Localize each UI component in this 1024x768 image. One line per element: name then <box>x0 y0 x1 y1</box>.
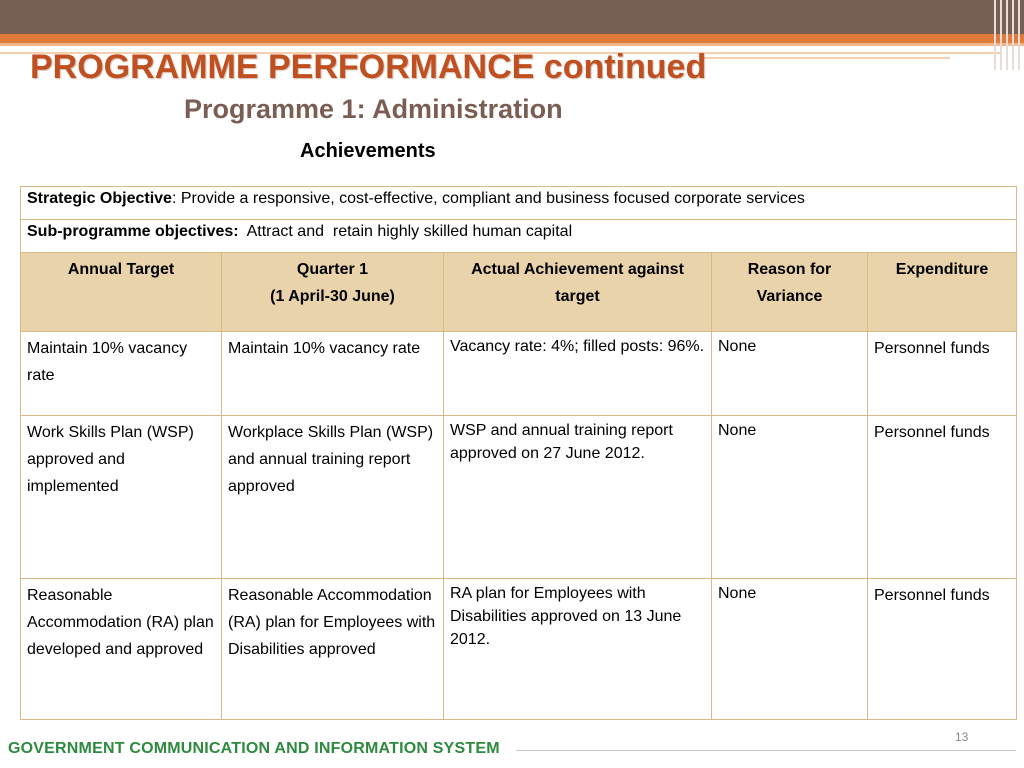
cell-reason: None <box>712 416 868 579</box>
corner-stripes <box>990 0 1024 70</box>
sub-programme-text: Attract and retain highly skilled human capital <box>238 223 573 240</box>
cell-quarter-1: Workplace Skills Plan (WSP) and annual training report approved <box>222 416 444 579</box>
section-heading: Achievements <box>300 140 436 162</box>
slide-number: 13 <box>955 730 969 744</box>
cell-reason: None <box>712 579 868 720</box>
cell-annual-target: Reasonable Accommodation (RA) plan developed and approved <box>21 579 222 720</box>
table-header-row <box>21 253 1017 332</box>
strategic-objective-cell <box>21 187 1017 220</box>
cell-actual-achievement: RA plan for Employees with Disabilities approved on 13 June 2012. <box>444 579 712 720</box>
footer-divider <box>516 750 1016 751</box>
header-actual-achievement: Actual Achievement against target <box>444 253 712 332</box>
slide-title: PROGRAMME PERFORMANCE continued <box>30 48 707 86</box>
band-accent-line-short <box>700 57 950 59</box>
strategic-objective-text: : Provide a responsive, cost-effective, compliant and business focused corporate services <box>171 190 805 207</box>
sub-programme-label: Sub-programme objectives: <box>27 223 239 240</box>
performance-table <box>20 186 1017 720</box>
band-brown <box>0 0 1024 34</box>
cell-actual-achievement: WSP and annual training report approved on 27 June 2012. <box>444 416 712 579</box>
cell-annual-target: Maintain 10% vacancy rate <box>21 332 222 416</box>
table-row <box>21 332 1017 416</box>
cell-expenditure: Personnel funds <box>868 579 1017 720</box>
cell-actual-achievement: Vacancy rate: 4%; filled posts: 96%. <box>444 332 712 416</box>
header-expenditure: Expenditure <box>868 253 1017 332</box>
table-row <box>21 416 1017 579</box>
cell-annual-target: Work Skills Plan (WSP) approved and implemented <box>21 416 222 579</box>
cell-quarter-1: Maintain 10% vacancy rate <box>222 332 444 416</box>
strategic-objective-row <box>21 187 1017 220</box>
header-quarter-1: Quarter 1 (1 April-30 June) <box>222 253 444 332</box>
footer-organization: GOVERNMENT COMMUNICATION AND INFORMATION SYSTEM <box>8 740 500 757</box>
cell-quarter-1: Reasonable Accommodation (RA) plan for Employees with Disabilities approved <box>222 579 444 720</box>
cell-reason: None <box>712 332 868 416</box>
top-decorative-band <box>0 0 1024 52</box>
band-light <box>0 43 1024 46</box>
cell-expenditure: Personnel funds <box>868 332 1017 416</box>
slide-subtitle: Programme 1: Administration <box>184 94 563 124</box>
table-row <box>21 579 1017 720</box>
cell-expenditure: Personnel funds <box>868 416 1017 579</box>
band-orange <box>0 34 1024 43</box>
header-annual-target: Annual Target <box>21 253 222 332</box>
sub-programme-cell <box>21 220 1017 253</box>
sub-programme-row <box>21 220 1017 253</box>
strategic-objective-label: Strategic Objective <box>27 190 172 207</box>
header-reason-for-variance: Reason for Variance <box>712 253 868 332</box>
